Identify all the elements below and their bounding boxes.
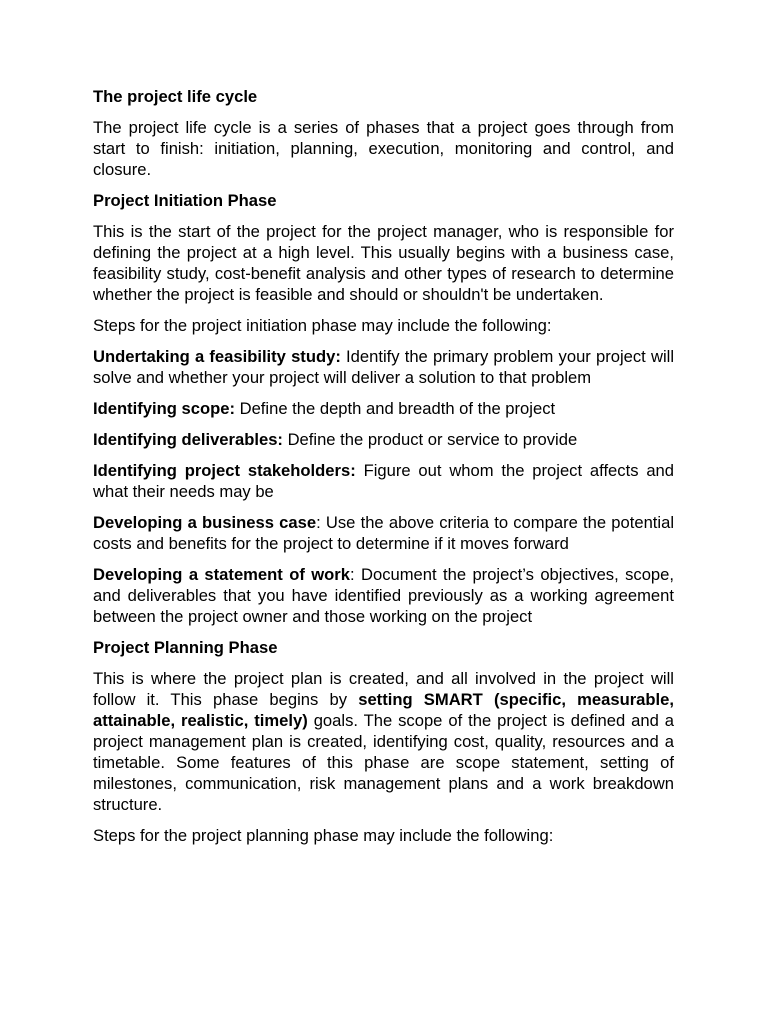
initiation-step — [93, 346, 674, 388]
step-text: Figure out whom the project affects and what their needs may be — [93, 461, 674, 501]
initiation-steps-intro: Steps for the project initiation phase may include the following: — [93, 316, 552, 335]
document-title: The project life cycle — [93, 87, 258, 106]
step-term: Developing a business case — [93, 513, 317, 532]
planning-steps-intro: Steps for the project planning phase may include the following: — [93, 826, 554, 845]
planning-body-end: goals. The scope of the project is defined and a project management plan is created, identifying cost, quality, resources and a timetable. Some features of this phase are scope statement, setting of milestones, communication, risk management plans and a work breakdown structure. — [93, 711, 674, 814]
step-text: Identify the primary problem your project will solve and whether your project will deliver a solution to that problem — [93, 347, 675, 387]
intro-paragraph: The project life cycle is a series of phases that a project goes through from start to finish: initiation, planning, execution, monitoring and control, and closure. — [93, 118, 674, 179]
step-text: : Document the project’s objectives, scope, and deliverables that you have identified previously as a working agreement between the project owner and those working on the project — [93, 565, 674, 626]
planning-paragraph — [93, 668, 674, 815]
step-term: Identifying scope: — [93, 399, 235, 418]
planning-body-start: This is where the project plan is created, and all involved in the project will follow it. This phase begins by — [93, 669, 674, 709]
initiation-paragraph: This is the start of the project for the project manager, who is responsible for defining the project at a high level. This usually begins with a business case, feasibility study, cost-benefit analysis and other types of research to determine whether the project is feasible and should or shouldn't be undertaken. — [93, 222, 674, 304]
step-term: Undertaking a feasibility study: — [93, 347, 341, 366]
initiation-step — [93, 460, 674, 502]
initiation-heading: Project Initiation Phase — [93, 191, 277, 210]
smart-goals-text: setting SMART (specific, measurable, attainable, realistic, timely) — [93, 690, 674, 730]
step-term: Identifying deliverables: — [93, 430, 283, 449]
step-term: Identifying project stakeholders: — [93, 461, 356, 480]
planning-heading: Project Planning Phase — [93, 638, 278, 657]
step-text: Define the depth and breadth of the project — [234, 399, 556, 418]
initiation-step — [93, 512, 674, 554]
document-page — [93, 86, 674, 856]
step-term: Developing a statement of work — [93, 565, 350, 584]
step-text: Define the product or service to provide — [282, 430, 578, 449]
initiation-step — [93, 564, 674, 627]
initiation-step — [93, 429, 674, 450]
step-text: : Use the above criteria to compare the potential costs and benefits for the project to determine if it moves forward — [93, 513, 675, 553]
initiation-step — [93, 398, 674, 419]
